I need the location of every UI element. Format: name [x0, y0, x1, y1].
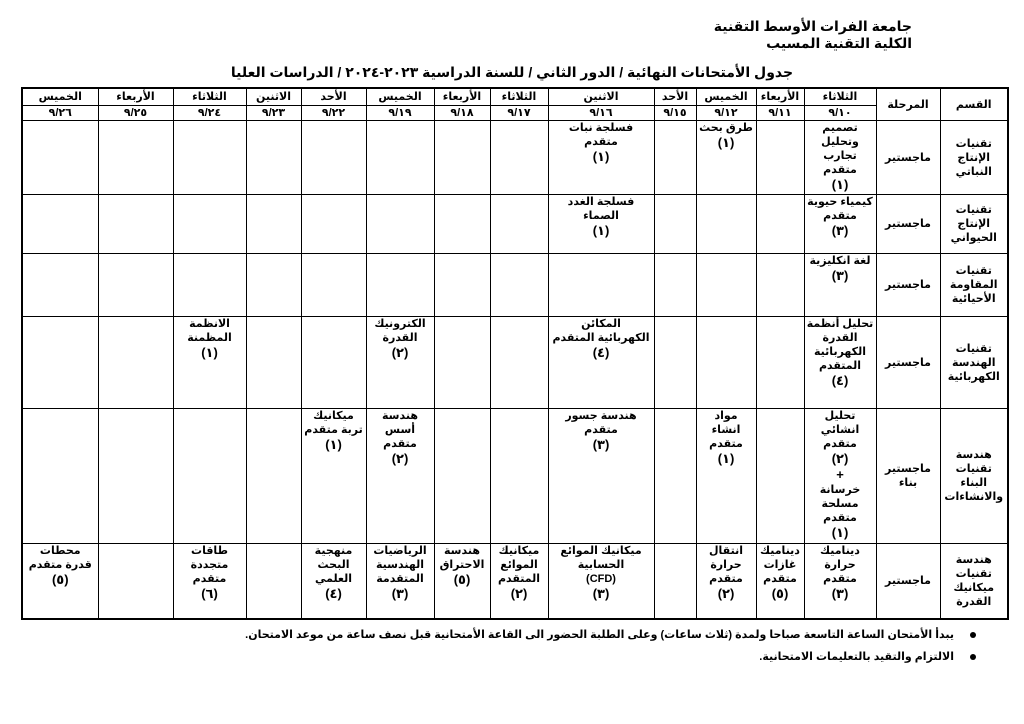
exam-cell [98, 317, 173, 409]
date-header: ٩/٢٤ [173, 106, 246, 121]
exam-cell [548, 544, 654, 619]
course-name: هندسة أسس متقدم [382, 409, 418, 450]
exam-cell [548, 317, 654, 409]
exam-cell [696, 254, 756, 317]
dept-name: تقنيات الهندسة الكهربائية [940, 317, 1008, 409]
exam-cell [654, 254, 696, 317]
plus-sign: + [836, 466, 844, 482]
schedule-table [21, 87, 1009, 620]
exam-cell [246, 254, 301, 317]
course-code: (٢) [717, 586, 735, 602]
university-name: جامعة الفرات الأوسط التقنية [713, 18, 912, 34]
day-header: الخميس [22, 88, 98, 106]
course-code: (٥) [51, 572, 69, 588]
exam-cell [301, 544, 366, 619]
exam-cell [434, 317, 490, 409]
day-header-row [22, 88, 1008, 106]
course-code: (١) [831, 524, 849, 540]
course-code: (٣) [592, 586, 610, 602]
course-name: طرق بحث [699, 122, 753, 134]
course-name: تصميم وتحليل تجارب متقدم [821, 122, 859, 176]
day-header: الخميس [696, 88, 756, 106]
exam-cell [490, 544, 548, 619]
course-name: هندسة الاحتراق [439, 545, 485, 572]
exam-cell [98, 121, 173, 195]
course-name: الرياضيات الهندسية المتقدمة [373, 545, 427, 586]
date-header: ٩/٢٣ [246, 106, 301, 121]
exam-cell [98, 408, 173, 543]
exam-cell [696, 121, 756, 195]
exam-cell [98, 544, 173, 619]
stage-name: ماجستير [876, 195, 940, 254]
exam-cell [301, 195, 366, 254]
date-header: ٩/١٦ [548, 106, 654, 121]
exam-cell [434, 408, 490, 543]
exam-cell [434, 544, 490, 619]
exam-cell [756, 195, 804, 254]
exam-cell [366, 195, 434, 254]
exam-cell [22, 195, 98, 254]
day-header: الخميس [366, 88, 434, 106]
course-name: ميكانيك الموائع المتقدم [497, 545, 541, 586]
day-header: الثلاثاء [804, 88, 876, 106]
exam-cell [548, 121, 654, 195]
course-name: تحليل انشائي متقدم [820, 409, 860, 450]
stage-name: ماجستير [876, 544, 940, 619]
course-name: لغة انكليزية [809, 255, 871, 268]
exam-cell [490, 317, 548, 409]
exam-cell [173, 195, 246, 254]
stage-header: المرحلة [876, 88, 940, 121]
course-name: فسلجة نبات متقدم [568, 122, 634, 148]
exam-cell [366, 254, 434, 317]
dept-name: تقنيات الإنتاج النباتي [940, 121, 1008, 195]
day-header: الاثنين [246, 88, 301, 106]
stage-name: ماجستير [876, 254, 940, 317]
dept-header: القسم [940, 88, 1008, 121]
exam-cell [654, 544, 696, 619]
exam-cell [804, 254, 876, 317]
course-code: (٤) [325, 586, 342, 602]
exam-cell [696, 317, 756, 409]
course-code: (٤) [831, 373, 849, 389]
course-code: (٢) [831, 450, 849, 466]
course-name: كيمياء حيوية متقدم [807, 196, 873, 223]
date-header: ٩/٢٦ [22, 106, 98, 121]
exam-cell [366, 544, 434, 619]
course-name: منهجية البحث العلمي [314, 545, 353, 586]
schedule-title: جدول الأمتحانات النهائية / الدور الثاني / للسنة الدراسية ٢٠٢٣-٢٠٢٤ / الدراسات العليا [230, 64, 794, 80]
bullet-icon [970, 654, 976, 660]
course-code: (٣) [831, 586, 849, 602]
exam-cell [246, 195, 301, 254]
course-code: (٣) [831, 223, 849, 239]
exam-cell [173, 254, 246, 317]
table-row [22, 121, 1008, 195]
day-header: الثلاثاء [490, 88, 548, 106]
exam-cell [756, 408, 804, 543]
course-code: (١) [717, 135, 735, 150]
date-header-row [22, 106, 1008, 121]
exam-cell [246, 121, 301, 195]
exam-cell [804, 544, 876, 619]
date-header: ٩/١٧ [490, 106, 548, 121]
exam-cell [756, 544, 804, 619]
exam-cell [22, 121, 98, 195]
exam-cell [804, 317, 876, 409]
date-header: ٩/٢٥ [98, 106, 173, 121]
table-row [22, 195, 1008, 254]
course-name: طاقات متجددة متقدم [190, 545, 229, 586]
exam-cell [756, 121, 804, 195]
course-name: ميكانيك الموائع الحسابية (CFD) [560, 545, 642, 586]
exam-cell [654, 408, 696, 543]
exam-cell [301, 317, 366, 409]
exam-cell [804, 121, 876, 195]
course-code: (١) [592, 223, 610, 239]
exam-cell [22, 317, 98, 409]
exam-cell [301, 408, 366, 543]
schedule-body [22, 121, 1008, 620]
exam-cell [696, 544, 756, 619]
course-name: مواد انشاء متقدم [709, 409, 743, 450]
dept-name: تقنيات الإنتاج الحيواني [940, 195, 1008, 254]
exam-cell [366, 317, 434, 409]
exam-cell [246, 544, 301, 619]
dept-name: تقنيات المقاومة الأحيائية [940, 254, 1008, 317]
stage-name: ماجستير [876, 317, 940, 409]
exam-cell [654, 195, 696, 254]
day-header: الثلاثاء [173, 88, 246, 106]
exam-cell [98, 254, 173, 317]
course-code: (٥) [771, 586, 789, 602]
course-code: (٣) [831, 268, 849, 284]
course-code: (٢) [510, 586, 528, 602]
course-name: الانظمة المظمنة [187, 318, 232, 345]
exam-cell [366, 121, 434, 195]
exam-cell [22, 254, 98, 317]
exam-cell [490, 121, 548, 195]
college-name: الكلية التقنية المسيب [766, 35, 912, 51]
course-name: ميكانيك تربة متقدم [304, 409, 363, 436]
course-code: (١) [325, 436, 342, 452]
exam-cell [654, 317, 696, 409]
date-header: ٩/١٢ [696, 106, 756, 121]
date-header: ٩/١٨ [434, 106, 490, 121]
exam-cell [696, 195, 756, 254]
exam-cell [654, 121, 696, 195]
exam-cell [804, 195, 876, 254]
day-header: الأربعاء [98, 88, 173, 106]
course-code: (١) [201, 345, 218, 361]
exam-cell [490, 254, 548, 317]
exam-cell [301, 254, 366, 317]
course-code: (١) [717, 450, 735, 466]
dept-name: هندسة تقنيات البناء والانشاءات [940, 408, 1008, 543]
exam-cell [22, 408, 98, 543]
exam-cell [366, 408, 434, 543]
exam-cell [434, 195, 490, 254]
stage-name: ماجستير [876, 121, 940, 195]
course-code: (٥) [453, 572, 471, 588]
exam-cell [434, 254, 490, 317]
exam-cell [22, 544, 98, 619]
course-name: تحليل أنظمة القدرة الكهربائية المتقدم [806, 318, 874, 373]
stage-name: ماجستير بناء [876, 408, 940, 543]
table-row [22, 544, 1008, 619]
dept-name: هندسة تقنيات ميكانيك القدرة [940, 544, 1008, 619]
course-code: (٤) [592, 345, 610, 361]
exam-cell [434, 121, 490, 195]
exam-cell [548, 195, 654, 254]
exam-cell [173, 317, 246, 409]
exam-cell [548, 408, 654, 543]
table-row [22, 408, 1008, 543]
course-code: (١) [831, 177, 849, 192]
exam-cell [756, 254, 804, 317]
exam-cell [246, 317, 301, 409]
table-row [22, 317, 1008, 409]
exam-cell [246, 408, 301, 543]
date-header: ٩/١٠ [804, 106, 876, 121]
course-name: ديناميك حرارة متقدم [820, 545, 860, 586]
course-name: انتقال حرارة متقدم [709, 545, 743, 586]
day-header: الأربعاء [434, 88, 490, 106]
note-item: الالتزام والتقيد بالتعليمات الامتحانية. [245, 646, 976, 668]
table-row [22, 254, 1008, 317]
day-header: الاثنين [548, 88, 654, 106]
notes-list [245, 624, 976, 668]
date-header: ٩/١٩ [366, 106, 434, 121]
day-header: الأحد [654, 88, 696, 106]
exam-cell [98, 195, 173, 254]
bullet-icon [970, 632, 976, 638]
course-name: محطات قدرة متقدم [28, 545, 92, 572]
course-code: (٣) [592, 436, 610, 452]
course-code: (١) [592, 149, 610, 164]
course-name: هندسة جسور متقدم [565, 409, 637, 436]
date-header: ٩/١١ [756, 106, 804, 121]
course-name: ديناميك غازات متقدم [760, 545, 800, 586]
course-code: (٣) [391, 586, 409, 602]
date-header: ٩/١٥ [654, 106, 696, 121]
note-item: يبدأ الأمتحان الساعة التاسعة صباحا ولمدة (ثلاث ساعات) وعلى الطلبة الحضور الى القاعة الأمتحانية قبل نصف ساعة من موعد الامتحان. [245, 624, 976, 646]
day-header: الأحد [301, 88, 366, 106]
course-name: المكائن الكهربائية المتقدم [552, 318, 650, 345]
exam-cell [173, 121, 246, 195]
exam-cell [301, 121, 366, 195]
exam-cell [173, 544, 246, 619]
course-code: (٦) [201, 586, 218, 602]
exam-cell [490, 195, 548, 254]
course-name: فسلجة الغدد الصماء [567, 196, 635, 223]
course-name: الكترونيك القدرة [374, 318, 426, 345]
course-code: (٢) [391, 450, 409, 466]
exam-cell [173, 408, 246, 543]
exam-cell [696, 408, 756, 543]
exam-cell [804, 408, 876, 543]
exam-cell [756, 317, 804, 409]
exam-cell [548, 254, 654, 317]
day-header: الأربعاء [756, 88, 804, 106]
date-header: ٩/٢٢ [301, 106, 366, 121]
exam-cell [490, 408, 548, 543]
course-name: خرسانة مسلحة متقدم [819, 483, 861, 524]
course-code: (٢) [391, 345, 409, 361]
